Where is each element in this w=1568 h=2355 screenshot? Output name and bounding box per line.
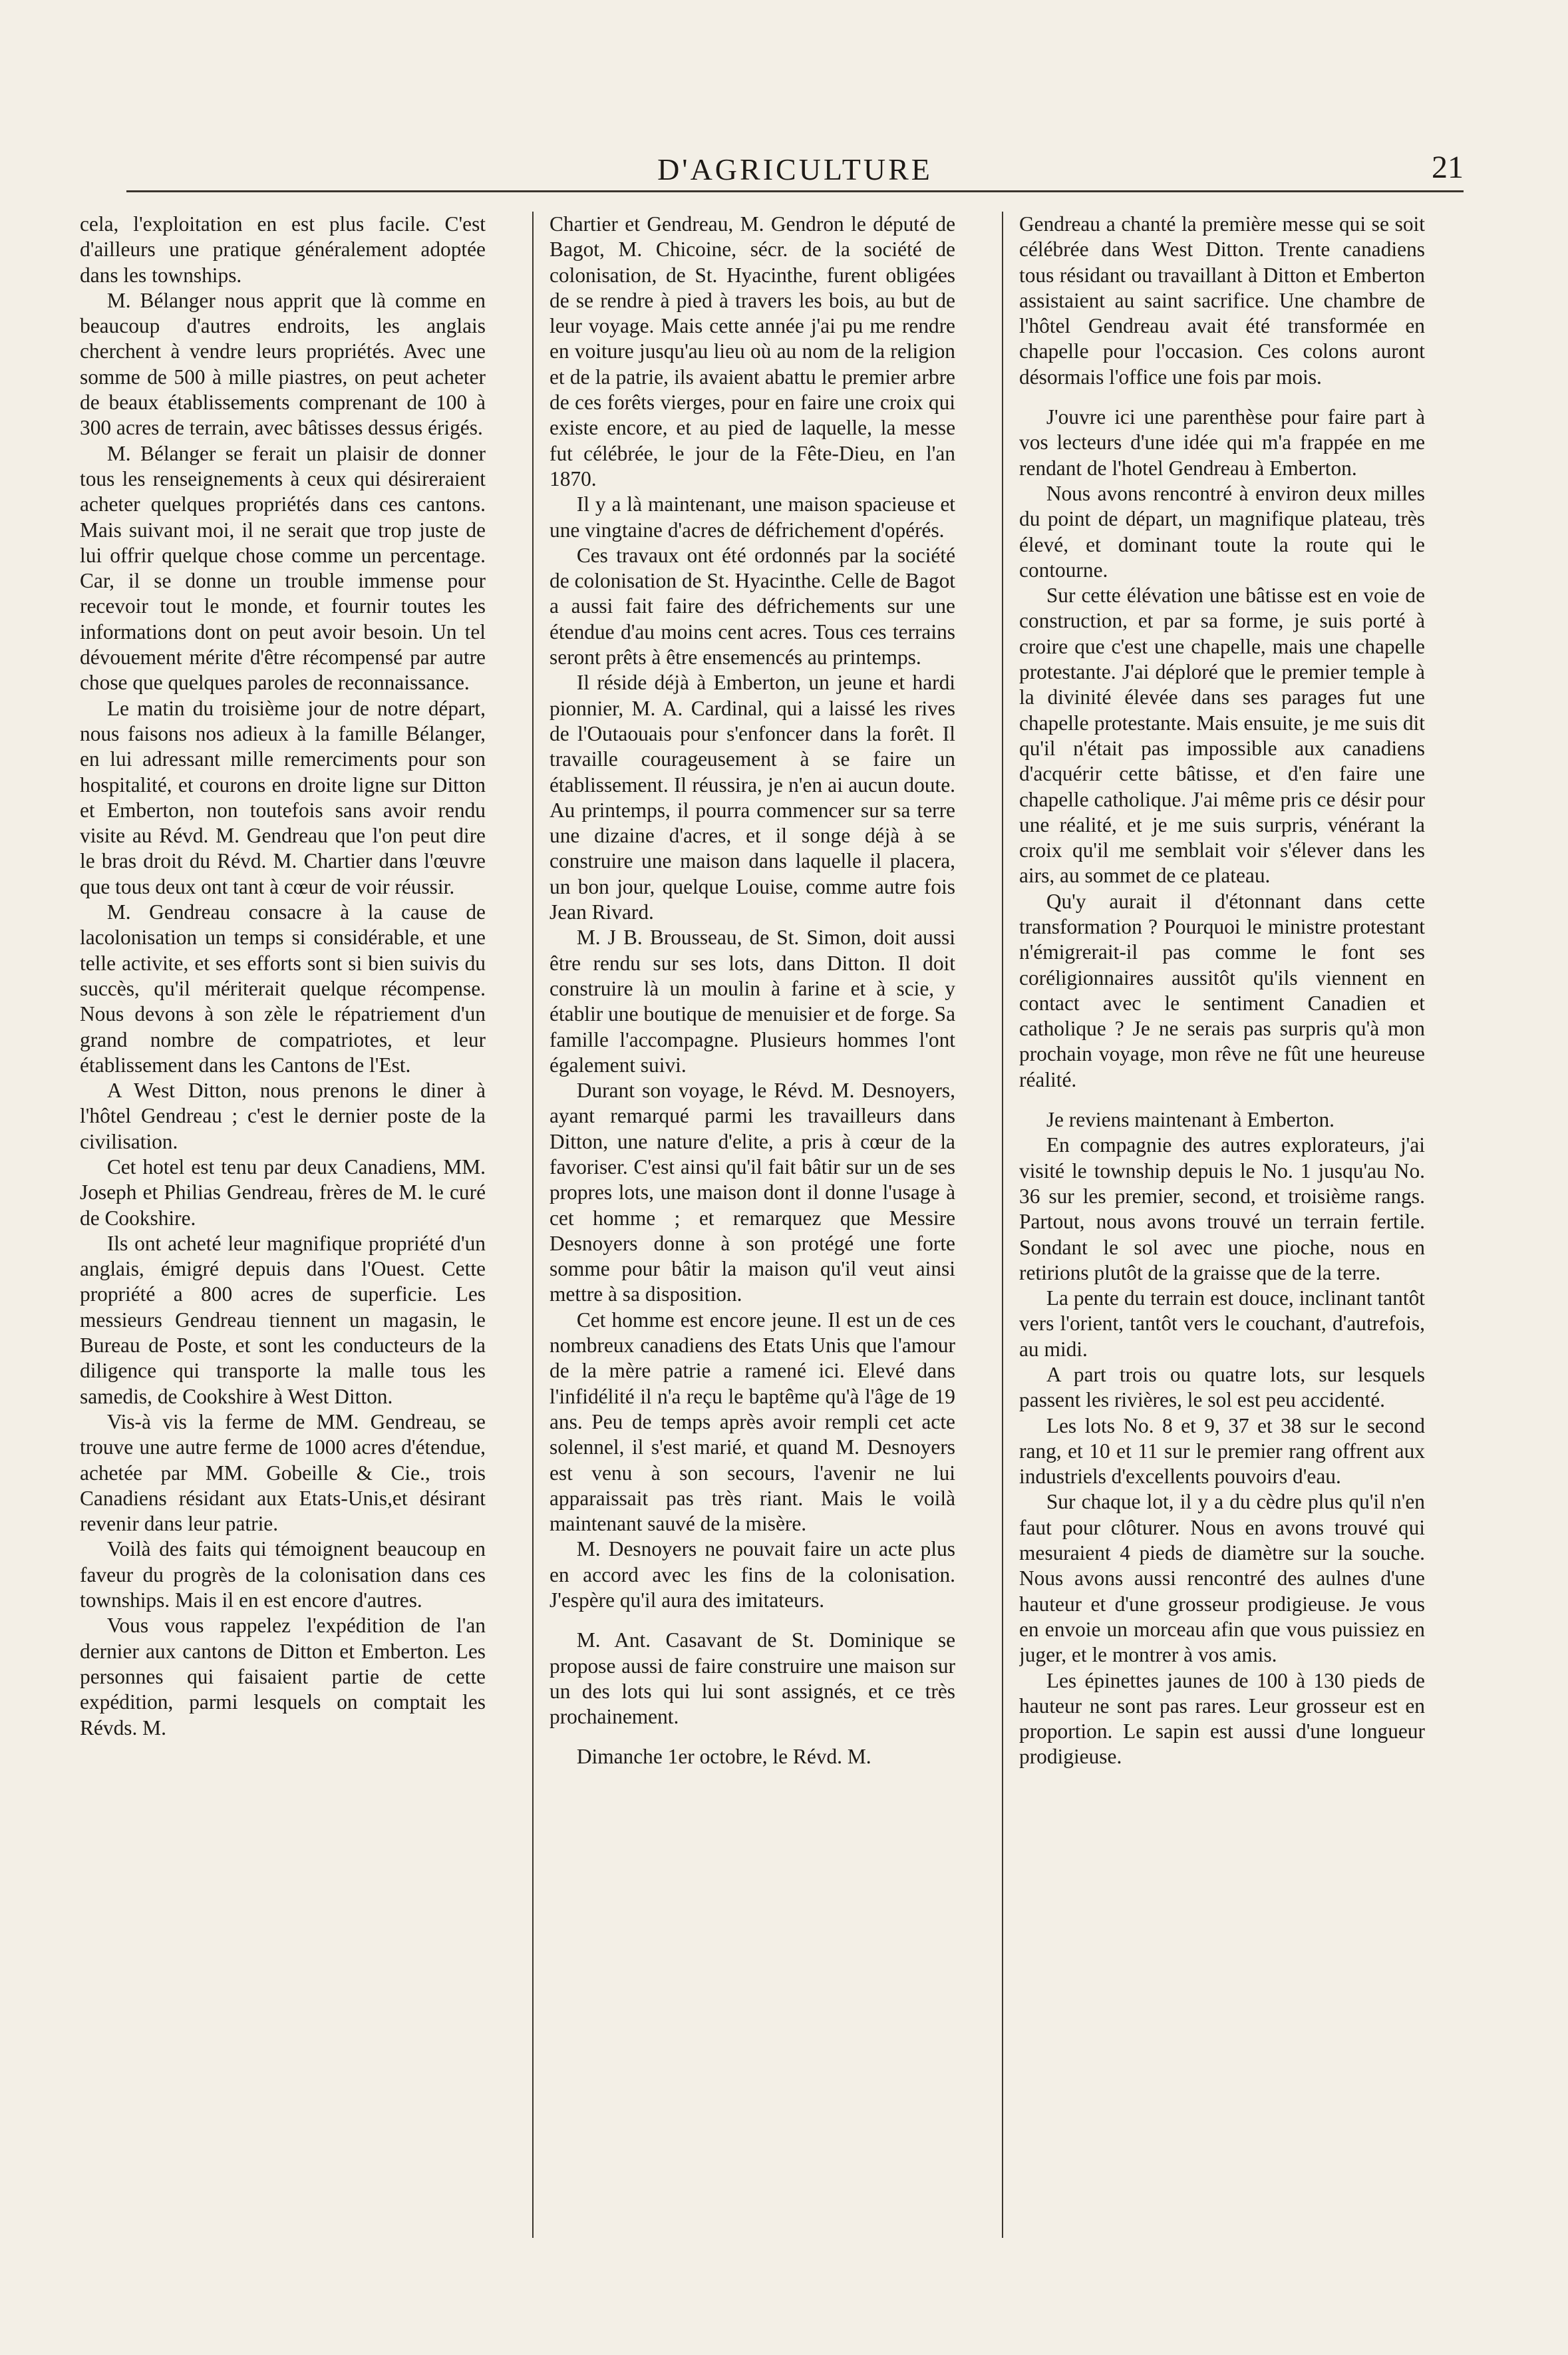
text-column-1 xyxy=(80,212,486,2235)
paragraph: La pente du terrain est douce, inclinant tantôt vers l'orient, tantôt vers le couchant, d'autrefois, au midi. xyxy=(1019,1286,1425,1361)
text-column-3 xyxy=(1019,212,1425,2235)
paragraph: cela, l'exploitation en est plus facile. C'est d'ailleurs une pratique généralement adoptée dans les townships. xyxy=(80,212,486,287)
text-column-2 xyxy=(549,212,955,2235)
paragraph: M. Bélanger se ferait un plaisir de donner tous les renseignements à ceux qui désireraient acheter quelques propriétés dans ces cantons. Mais suivant moi, il ne serait que trop juste de lui offrir quelque chose comme un percentage. Car, il se donne un trouble immense pour recevoir tout le monde, et fournir toutes les informations dont on peut avoir besoin. Un tel dévouement mérite d'être récompensé par autre chose que quelques paroles de reconnaissance. xyxy=(80,441,486,695)
paragraph: J'ouvre ici une parenthèse pour faire part à vos lecteurs d'une idée qui m'a frappée en me rendant de l'hotel Gendreau à Emberton. xyxy=(1019,405,1425,480)
paragraph: Il réside déjà à Emberton, un jeune et hardi pionnier, M. A. Cardinal, qui a laissé les rives de l'Outaouais pour s'enfoncer dans la forêt. Il travaille courageusement à se faire un établissement. Il réussira, je n'en ai aucun doute. Au printemps, il pourra commencer sur sa terre une dizaine d'acres, et il songe déjà à se construire une maison dans laquelle il placera, un bon jour, quelque Louise, comme autre fois Jean Rivard. xyxy=(549,671,955,924)
paragraph: Il y a là maintenant, une maison spacieuse et une vingtaine d'acres de défrichement d'opérés. xyxy=(549,492,955,542)
paragraph: M. Gendreau consacre à la cause de lacolonisation un temps si considérable, et une telle activite, et ses efforts sont si bien suivis du succès, qu'il mériterait quelque récompense. Nous devons à son zèle le répatriement d'un grand nombre de compatriotes, et leur établissement dans les Cantons de l'Est. xyxy=(80,900,486,1077)
paragraph: Je reviens maintenant à Emberton. xyxy=(1046,1108,1335,1132)
header-rule xyxy=(126,190,1464,192)
paragraph: Les épinettes jaunes de 100 à 130 pieds de hauteur ne sont pas rares. Leur grosseur est en proportion. Le sapin est aussi d'une longueur prodigieuse. xyxy=(1019,1668,1425,1769)
running-title: D'AGRICULTURE xyxy=(657,152,933,186)
paragraph: Sur chaque lot, il y a du cèdre plus qu'il n'en faut pour clôturer. Nous en avons trouvé qui mesuraient 4 pieds de diamètre sur la souche. Nous avons aussi rencontré des aulnes d'une hauteur et d'une grosseur prodigieuse. Je vous en envoie un morceau afin que vous puissiez en juger, et le montrer à vos amis. xyxy=(1019,1490,1425,1667)
paragraph: Cet homme est encore jeune. Il est un de ces nombreux canadiens des Etats Unis que l'amour de la mère patrie a ramené ici. Elevé dans l'infidélité il n'a reçu le baptême qu'à l'âge de 19 ans. Peu de temps après avoir rempli cet acte solennel, il s'est marié, et quand M. Desnoyers est venu à son secours, l'avenir ne lui apparaissait pas très riant. Mais le voilà maintenant sauvé de la misère. xyxy=(549,1308,955,1536)
paragraph: En compagnie des autres explorateurs, j'ai visité le township depuis le No. 1 jusqu'au No. 36 sur les premier, second, et troisième rangs. Partout, nous avons trouvé un terrain fertile. Sondant le sol avec une pioche, nous en retirions plutôt de la graisse que de la terre. xyxy=(1019,1133,1425,1284)
paragraph: Ils ont acheté leur magnifique propriété d'un anglais, émigré depuis dans l'Ouest. Cette propriété a 800 acres de superficie. Les messieurs Gendreau tiennent un magasin, le Bureau de Poste, et sont les conducteurs de la diligence qui transporte la malle tous les samedis, de Cookshire à West Ditton. xyxy=(80,1231,486,1408)
paragraph: A West Ditton, nous prenons le diner à l'hôtel Gendreau ; c'est le dernier poste de la civilisation. xyxy=(80,1079,486,1153)
paragraph: Sur cette élévation une bâtisse est en voie de construction, et par sa forme, je suis porté à croire que c'est une chapelle, mais une chapelle protestante. J'ai déploré que le premier temple à la divinité élevée dans ses parages fut une chapelle protestante. Mais ensuite, je me suis dit qu'il n'était pas impossible aux canadiens d'acquérir cette bâtisse, et d'en faire une chapelle catholique. J'ai même pris ce désir pour une réalité, et je me suis surpris, vénérant la croix qu'il me semblait voir s'élever dans les airs, au sommet de ce plateau. xyxy=(1019,584,1425,888)
paragraph: Chartier et Gendreau, M. Gendron le député de Bagot, M. Chicoine, sécr. de la société de colonisation, de St. Hyacinthe, furent obligées de se rendre à pied à travers les bois, au but de leur voyage. Mais cette année j'ai pu me rendre en voiture jusqu'au lieu où au nom de la religion et de la patrie, ils avaient abattu le premier arbre de ces forêts vierges, pour en faire une croix qui existe encore, et au pied de laquelle, la messe fut célébrée, le jour de la Fête-Dieu, en l'an 1870. xyxy=(549,212,955,490)
paragraph: Nous avons rencontré à environ deux milles du point de départ, un magnifique plateau, très élevé, et dominant toute la route qui le contourne. xyxy=(1019,481,1425,582)
paragraph: Durant son voyage, le Révd. M. Desnoyers, ayant remarqué parmi les travailleurs dans Ditton, une nature d'elite, a pris à cœur de la favoriser. C'est ainsi qu'il fait bâtir sur un de ses propres lots, une maison dont il donne l'usage à cet homme ; et remarquez que Messire Desnoyers donne à son protégé une forte somme pour bâtir la maison qu'il veut ainsi mettre à sa disposition. xyxy=(549,1079,955,1306)
paragraph: Cet hotel est tenu par deux Canadiens, MM. Joseph et Philias Gendreau, frères de M. le curé de Cookshire. xyxy=(80,1155,486,1230)
page-number: 21 xyxy=(1432,150,1464,185)
page-header xyxy=(126,152,1464,198)
paragraph: Qu'y aurait il d'étonnant dans cette transformation ? Pourquoi le ministre protestant n'émigrerait-il pas comme le font ses coréligionnaires aussitôt qu'ils viennent en contact avec le sentiment Canadien et catholique ? Je ne serais pas surpris qu'à mon prochain voyage, mon rêve ne fût une heureuse réalité. xyxy=(1019,889,1425,1091)
paragraph: M. Desnoyers ne pouvait faire un acte plus en accord avec les fins de la colonisation. J'espère qu'il aura des imitateurs. xyxy=(549,1537,955,1612)
paragraph: M. Ant. Casavant de St. Dominique se propose aussi de faire construire une maison sur un des lots qui lui sont assignés, et ce très prochainement. xyxy=(549,1628,955,1729)
paragraph: Voilà des faits qui témoignent beaucoup en faveur du progrès de la colonisation dans ces townships. Mais il en est encore d'autres. xyxy=(80,1537,486,1612)
paragraph: Gendreau a chanté la première messe qui se soit célébrée dans West Ditton. Trente canadiens tous résidant ou travaillant à Ditton et Emberton assistaient au saint sacrifice. Une chambre de l'hôtel Gendreau avait été transformée en chapelle pour l'occasion. Ces colons auront désormais l'office une fois par mois. xyxy=(1019,212,1425,389)
paragraph: Vis-à vis la ferme de MM. Gendreau, se trouve une autre ferme de 1000 acres d'étendue, achetée par MM. Gobeille & Cie., trois Canadiens résidant aux Etats-Unis,et désirant revenir dans leur patrie. xyxy=(80,1409,486,1536)
paragraph: A part trois ou quatre lots, sur lesquels passent les rivières, le sol est peu accidenté. xyxy=(1019,1363,1425,1412)
paragraph: M. Bélanger nous apprit que là comme en beaucoup d'autres endroits, les anglais cherchent à vendre leurs propriétés. Avec une somme de 500 à mille piastres, on peut acheter de beaux établissements comprenant de 100 à 300 acres de terrain, avec bâtisses dessus érigés. xyxy=(80,288,486,440)
paragraph: Le matin du troisième jour de notre départ, nous faisons nos adieux à la famille Bélanger, en lui adressant mille remerciments pour son hospitalité, et courons en droite ligne sur Ditton et Emberton, non toutefois sans avoir rendu visite au Révd. M. Gendreau que l'on peut dire le bras droit du Révd. M. Chartier dans l'œuvre que tous deux ont tant à cœur de voir réussir. xyxy=(80,696,486,898)
paragraph: Vous vous rappelez l'expédition de l'an dernier aux cantons de Ditton et Emberton. Les personnes qui faisaient partie de cette expédition, parmi lesquels on comptait les Révds. M. xyxy=(80,1614,486,1739)
paragraph: Ces travaux ont été ordonnés par la société de colonisation de St. Hyacinthe. Celle de Bagot a aussi fait faire des défrichements sur une étendue d'au moins cent acres. Tous ces terrains seront prêts à être ensemencés au printemps. xyxy=(549,543,955,669)
column-divider xyxy=(1002,212,1003,2238)
paragraph: Dimanche 1er octobre, le Révd. M. xyxy=(576,1745,871,1769)
paragraph: M. J B. Brousseau, de St. Simon, doit aussi être rendu sur ses lots, dans Ditton. Il doit construire là un moulin à farine et à scie, y établir une boutique de menuisier et de forge. Sa famille l'accompagne. Plusieurs hommes l'ont également suivi. xyxy=(549,926,955,1077)
column-divider xyxy=(532,212,534,2238)
paragraph: Les lots No. 8 et 9, 37 et 38 sur le second rang, et 10 et 11 sur le premier rang offrent aux industriels d'excellents pouvoirs d'eau. xyxy=(1019,1413,1425,1489)
